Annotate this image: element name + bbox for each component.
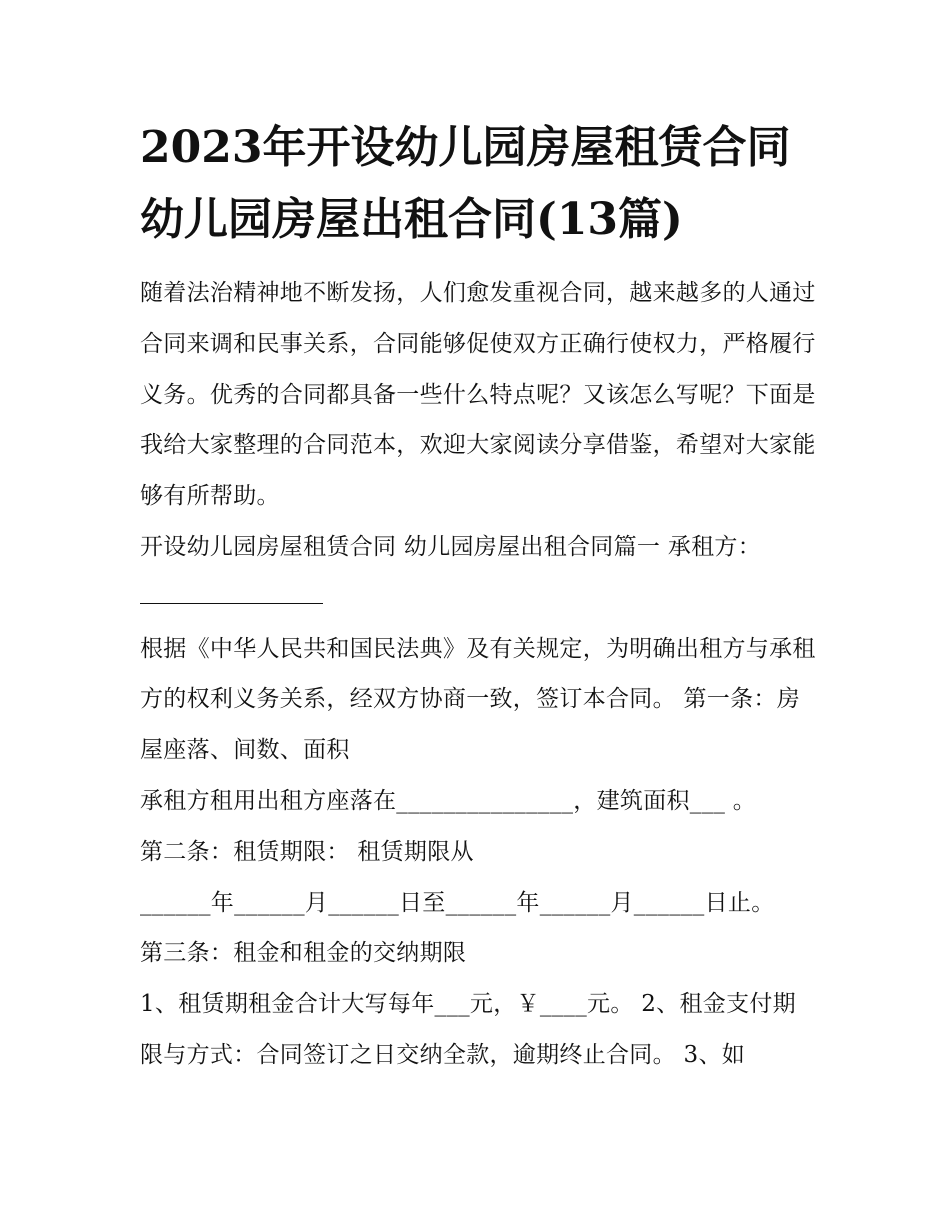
- basis-paragraph: 根据《中华人民共和国民法典》及有关规定，为明确出租方与承租方的权利义务关系，经双方协商一致，签订本合同。 第一条：房屋座落、间数、面积: [140, 635, 816, 764]
- tenant-blank-line: [140, 573, 816, 624]
- document-page: [140, 112, 816, 1081]
- article-2-heading: 第二条：租赁期限： 租赁期限从: [140, 838, 474, 865]
- document-title: 2023年开设幼儿园房屋租赁合同 幼儿园房屋出租合同(13篇): [140, 122, 791, 245]
- lease-dates-clause: ______年______月______日至______年______月______日止。: [140, 889, 775, 916]
- tenant-underline: [140, 603, 323, 604]
- rent-terms-paragraph: 1、租赁期租金合计大写每年___元，￥____元。 2、租金支付期限与方式：合同签订之日交纳全款，逾期终止合同。 3、如: [140, 991, 796, 1068]
- intro-paragraph: 随着法治精神地不断发扬，人们愈发重视合同，越来越多的人通过合同来调和民事关系，合同能够促使双方正确行使权力，严格履行义务。优秀的合同都具备一些什么特点呢？又该怎么写呢？下面是我给大家整理的合同范本，欢迎大家阅读分享借鉴，希望对大家能够有所帮助。: [140, 280, 816, 510]
- section-heading: 开设幼儿园房屋租赁合同 幼儿园房屋出租合同篇一 承租方：: [140, 533, 762, 560]
- article-3-heading: 第三条：租金和租金的交纳期限: [140, 940, 467, 967]
- location-clause: 承租方租用出租方座落在_______________，建筑面积___ 。: [140, 787, 757, 814]
